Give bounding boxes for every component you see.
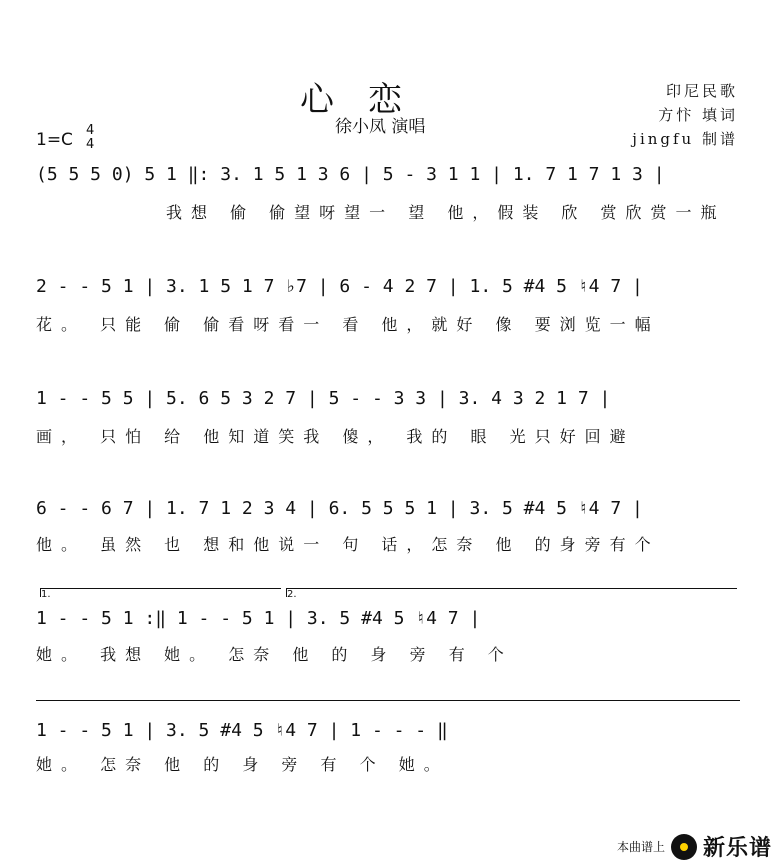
notes-line: 2 - - 5 1 | 3. 1 5 1 7 ♭7 | 6 - 4 2 7 | 1. 5 #4 5 ♮4 7 | (36, 276, 643, 297)
lyrics-line: 画， 只怕 给 他知道笑我 傻， 我的 眼 光只好回避 (36, 427, 635, 446)
transcriber-credit: jingfu 制谱 (632, 130, 738, 148)
notes-line: 1 - - 5 1 | 3. 5 #4 5 ♮4 7 | 1 - - - ‖ (36, 720, 448, 741)
lyrics-line: 他。 虽然 也 想和他说一 句 话，怎奈 他 的身旁有个 (36, 535, 660, 554)
system-top-rule (36, 700, 740, 701)
record-logo-icon (671, 834, 697, 860)
notes-line: 1 - - 5 1 :‖ 1 - - 5 1 | 3. 5 #4 5 ♮4 7 | (36, 608, 481, 629)
performer: 徐小凤 演唱 (335, 117, 426, 137)
song-title: 心恋 (300, 80, 436, 120)
first-ending-bracket: 1. (40, 588, 281, 597)
lyrics-line: 她。 怎奈 他 的 身 旁 有 个 她。 (36, 755, 449, 774)
time-signature-top: 4 (86, 123, 95, 138)
origin-credit: 印尼民歌 (665, 82, 738, 100)
notes-line: 1 - - 5 5 | 5. 6 5 3 2 7 | 5 - - 3 3 | 3. 4 3 2 1 7 | (36, 388, 611, 409)
notes-line: 6 - - 6 7 | 1. 7 1 2 3 4 | 6. 5 5 5 1 | 3. 5 #4 5 ♮4 7 | (36, 498, 643, 519)
lyrics-line: 我想 偷 偷望呀望一 望 他，假装 欣 赏欣赏一瓶 (166, 203, 726, 222)
brand-name: 新乐谱 (702, 836, 772, 861)
site-watermark (617, 831, 772, 862)
time-signature-bottom: 4 (86, 137, 95, 152)
second-ending-bracket: 2. (286, 588, 737, 597)
time-signature (86, 124, 94, 152)
key-signature: 1=C (36, 130, 73, 150)
lyrics-line: 花。 只能 偷 偷看呀看一 看 他，就好 像 要浏览一幅 (36, 315, 660, 334)
lyricist-credit: 方忭 填词 (658, 106, 738, 124)
lyrics-line: 她。 我想 她。 怎奈 他 的 身 旁 有 个 (36, 645, 513, 664)
notes-line: (5 5 5 0) 5 1 ‖: 3. 1 5 1 3 6 | 5 - 3 1 1 | 1. 7 1 7 1 3 | (36, 164, 665, 185)
watermark-text: 本曲谱上 (616, 840, 665, 854)
